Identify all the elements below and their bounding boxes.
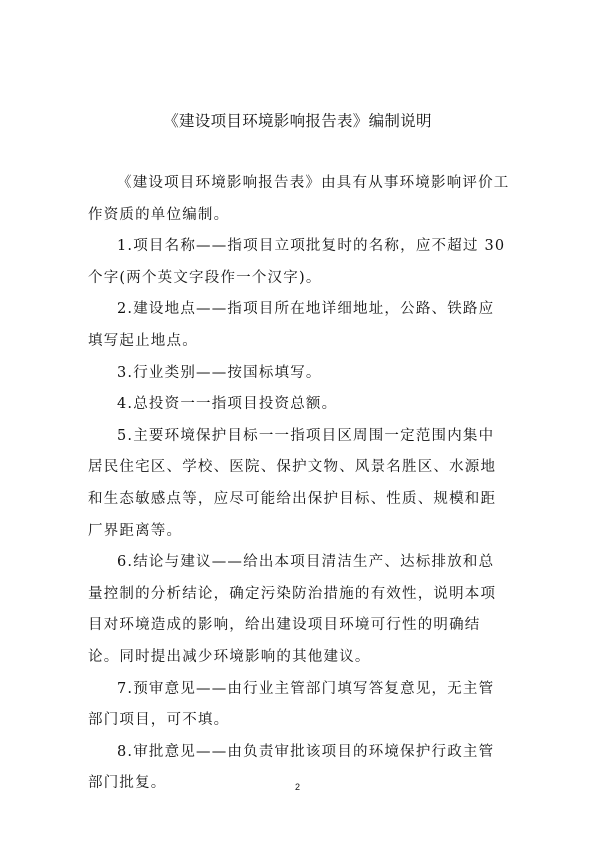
item-conclusion-advice: 6.结论与建议——给出本项目清洁生产、达标排放和总量控制的分析结论，确定污染防治措施的有效性，说明本项目对环境造成的影响，给出建设项目环境可行性的明确结论。同时提出减少环境影响的其他建议。 — [88, 554, 497, 665]
document-body — [88, 168, 510, 800]
item-total-investment: 4.总投资一一指项目投资总额。 — [117, 396, 338, 413]
item-industry-category: 3.行业类别——按国标填写。 — [117, 364, 322, 381]
page-number: 2 — [294, 782, 300, 792]
intro-paragraph: 《建设项目环境影响报告表》由具有从事环境影响评价工作资质的单位编制。 — [88, 175, 510, 223]
item-construction-site: 2.建设地点——指项目所在地详细地址，公路、铁路应填写起止地点。 — [88, 301, 495, 349]
item-approval-opinion: 8.审批意见——由负责审批该项目的环境保护行政主管部门批复。 — [88, 743, 495, 792]
page-title: 《建设项目环境影响报告表》编制说明 — [163, 112, 432, 130]
item-project-name: 1.项目名称——指项目立项批复时的名称，应不超过 30 个字(两个英文字段作一个汉字)。 — [88, 238, 506, 286]
item-preliminary-review: 7.预审意见——由行业主管部门填写答复意见，无主管部门项目，可不填。 — [88, 680, 495, 729]
item-protection-targets: 5.主要环境保护目标一一指项目区周围一定范围内集中居民住宅区、学校、医院、保护文物、风景名胜区、水源地和生态敏感点等，应尽可能给出保护目标、性质、规模和距厂界距离等。 — [88, 427, 497, 539]
